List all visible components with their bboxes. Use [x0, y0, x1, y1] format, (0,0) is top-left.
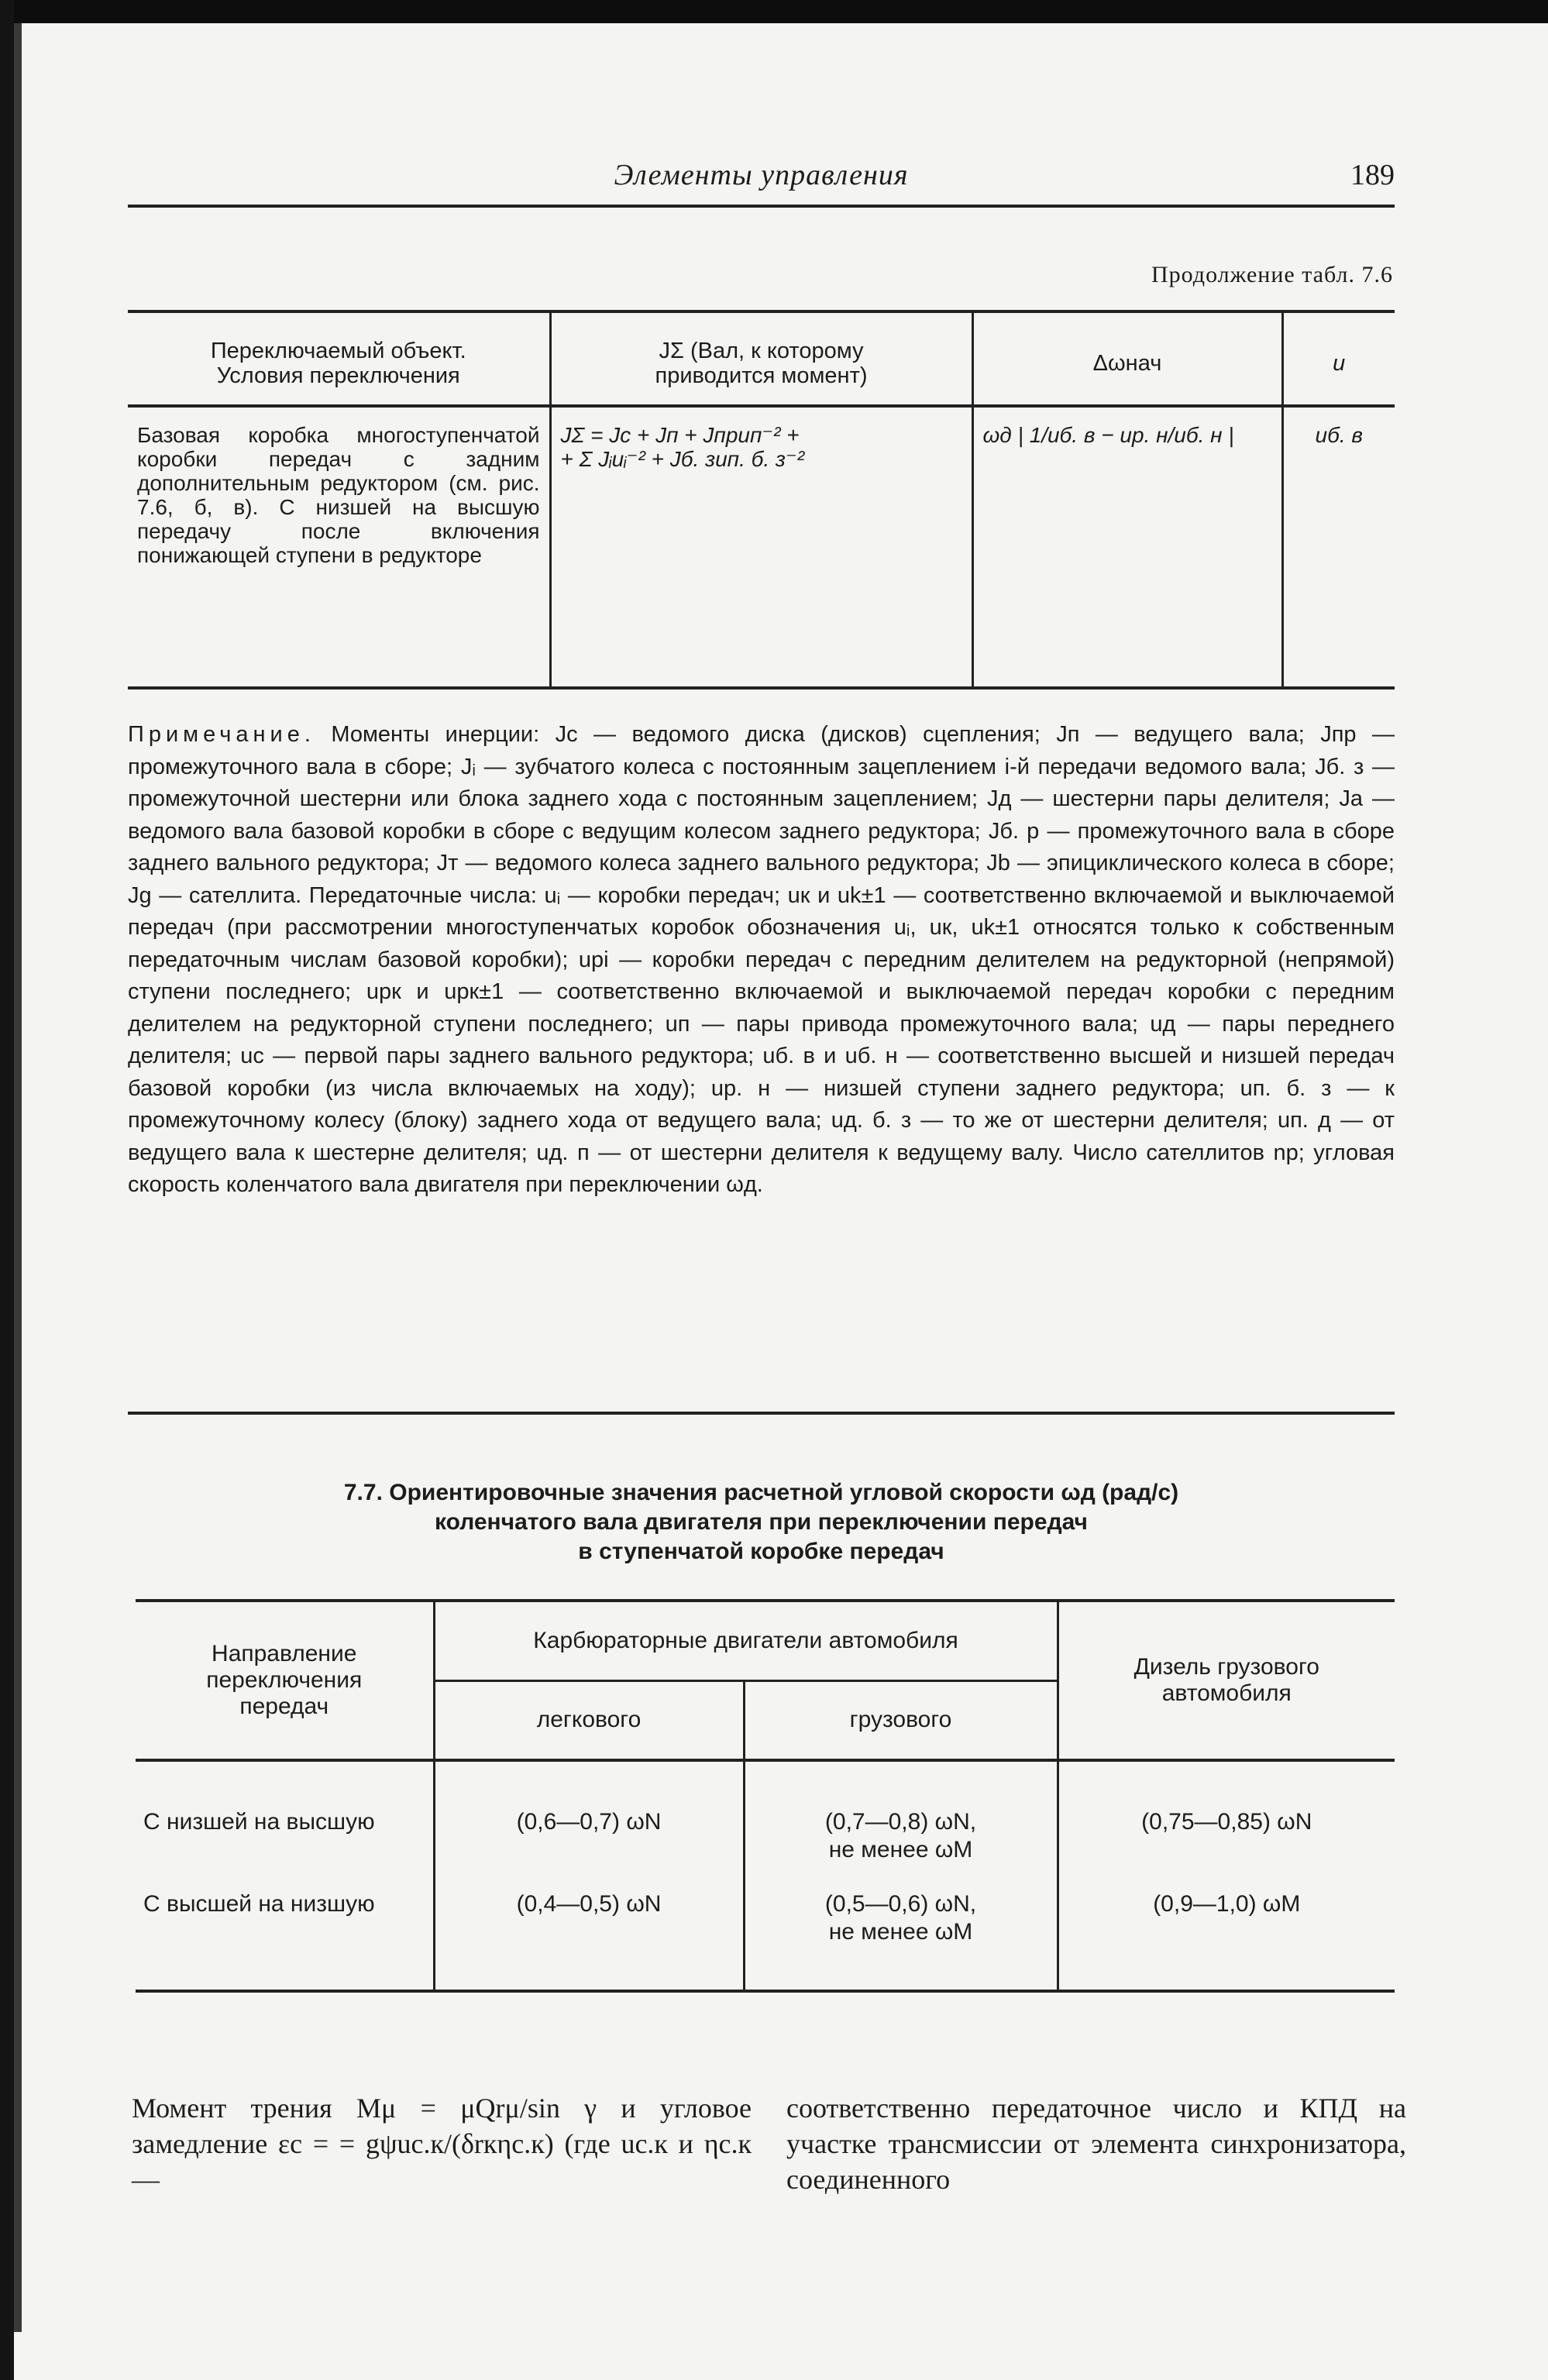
scan-top-border [0, 0, 1548, 23]
cell-diesel: (0,9—1,0) ωM [1058, 1870, 1395, 1991]
table-row [136, 1760, 1395, 1870]
table-continuation-label: Продолжение табл. 7.6 [1151, 262, 1393, 287]
table-row [128, 406, 1395, 688]
col-header-direction: Направление переключения передач [136, 1601, 434, 1760]
cell-diesel: (0,75—0,85) ωN [1058, 1760, 1395, 1870]
cell-direction: С высшей на низшую [136, 1870, 434, 1991]
table-header-row [136, 1601, 1395, 1680]
section-rule [128, 1412, 1395, 1415]
table-7-6 [128, 310, 1395, 690]
cell-object: Базовая коробка многоступенчатой коробки передач с задним дополнительным редуктором (см. рис. 7.6, б, в). С низшей на высшую передачу после включения понижающей ступени в редукторе [128, 406, 550, 688]
body-text-left-column: Момент трения Mμ = μQrμ/sin γ и угловое замедление εc = = gψuс.к/(δrкηс.к) (где uс.к и ηс.к — [132, 2093, 752, 2195]
body-text-right-column: соответственно передаточное число и КПД на участке трансмиссии от элемента синхронизатора, соединенного [786, 2093, 1406, 2195]
col-header-inertia: JΣ (Вал, к которому приводится момент) [550, 311, 972, 406]
col-header-u: u [1282, 311, 1395, 406]
running-head [128, 155, 1395, 201]
cell-direction: С низшей на высшую [143, 1809, 375, 1835]
col-header-diesel: Дизель грузового автомобиля [1058, 1601, 1395, 1760]
col-header-carburetor: Карбюраторные двигатели автомобиля [434, 1601, 1058, 1680]
cell-truck: (0,7—0,8) ωN, не менее ωM [744, 1760, 1058, 1870]
header-rule [128, 205, 1395, 208]
cell-inertia-formula: JΣ = Jc + Jп + Jпрuп⁻² + + Σ Jᵢuᵢ⁻² + Jб. зuп. б. з⁻² [550, 406, 972, 688]
cell-car: (0,6—0,7) ωN [434, 1760, 744, 1870]
cell-delta-omega-formula: ωд | 1/uб. в − uр. н/uб. н | [972, 406, 1282, 688]
note-text: Моменты инерции: Jc — ведомого диска (дисков) сцепления; Jп — ведущего вала; Jпр — промежуточного вала в сборе; Jᵢ — зубчатого колеса с постоянным зацеплением i-й передачи ведомого вала; Jб. з — промежуточной шестерни или блока заднего хода с постоянным зацеплением; Jд — шестерни пары делителя; Ja — ведомого вала базовой коробки в сборе с ведущим колесом заднего редуктора; Jб. р — промежуточного вала в сборе заднего вального редуктора; Jт — ведомого колеса заднего вального редуктора; Jb — эпициклического колеса в сборе; Jg — сателлита. Передаточные числа: uᵢ — коробки передач; uк и uk±1 — соответственно включаемой и выключаемой передач (при рассмотрении многоступенчатых коробок обозначения uᵢ, uк, uk±1 относятся только к собственным передаточным числам базовой коробки); upi — коробки передач с передним делителем на редукторной (непрямой) ступени последнего; uрк и uрк±1 — соответственно включаемой и выключаемой передач коробки с передним делителем на редукторной ступени последнего; uп — пары привода промежуточного вала; uд — пары переднего делителя; uс — первой пары заднего вального редуктора; uб. в и uб. н — соответственно высшей и низшей передач базовой коробки (из числа включаемых на ходу); uр. н — низшей ступени заднего редуктора; uп. б. з — к промежуточному колесу (блоку) заднего хода от ведущего вала; uд. б. з — то же от шестерни делителя; uп. д — от ведущего вала к шестерне делителя; uд. п — от шестерни делителя к ведущему валу. Число сателлитов np; угловая скорость коленчатого вала двигателя при переключении ωд. [128, 722, 1395, 1197]
col-header-truck: грузового [744, 1680, 1058, 1760]
cell-u-value: uб. в [1282, 406, 1395, 688]
scan-left-border [0, 0, 14, 2380]
page-number: 189 [1350, 159, 1395, 191]
cell-truck: (0,5—0,6) ωN, не менее ωM [744, 1870, 1058, 1991]
running-title: Элементы управления [614, 159, 909, 191]
table-row [136, 1870, 1395, 1991]
scan-binding-shadow [14, 23, 22, 2332]
note-label: Примечание. [128, 722, 315, 747]
table-note [128, 719, 1395, 1202]
table-7-7-caption: 7.7. Ориентировочные значения расчетной угловой скорости ωд (рад/с) коленчатого вала двигателя при переключении передач в ступенчатой коробке передач [343, 1480, 1179, 1564]
cell-car: (0,4—0,5) ωN [434, 1870, 744, 1991]
col-header-delta-omega: Δωнач [972, 311, 1282, 406]
col-header-car: легкового [434, 1680, 744, 1760]
table-7-7 [136, 1599, 1395, 1993]
table-header-row [128, 311, 1395, 406]
col-header-object: Переключаемый объект. Условия переключения [128, 311, 550, 406]
